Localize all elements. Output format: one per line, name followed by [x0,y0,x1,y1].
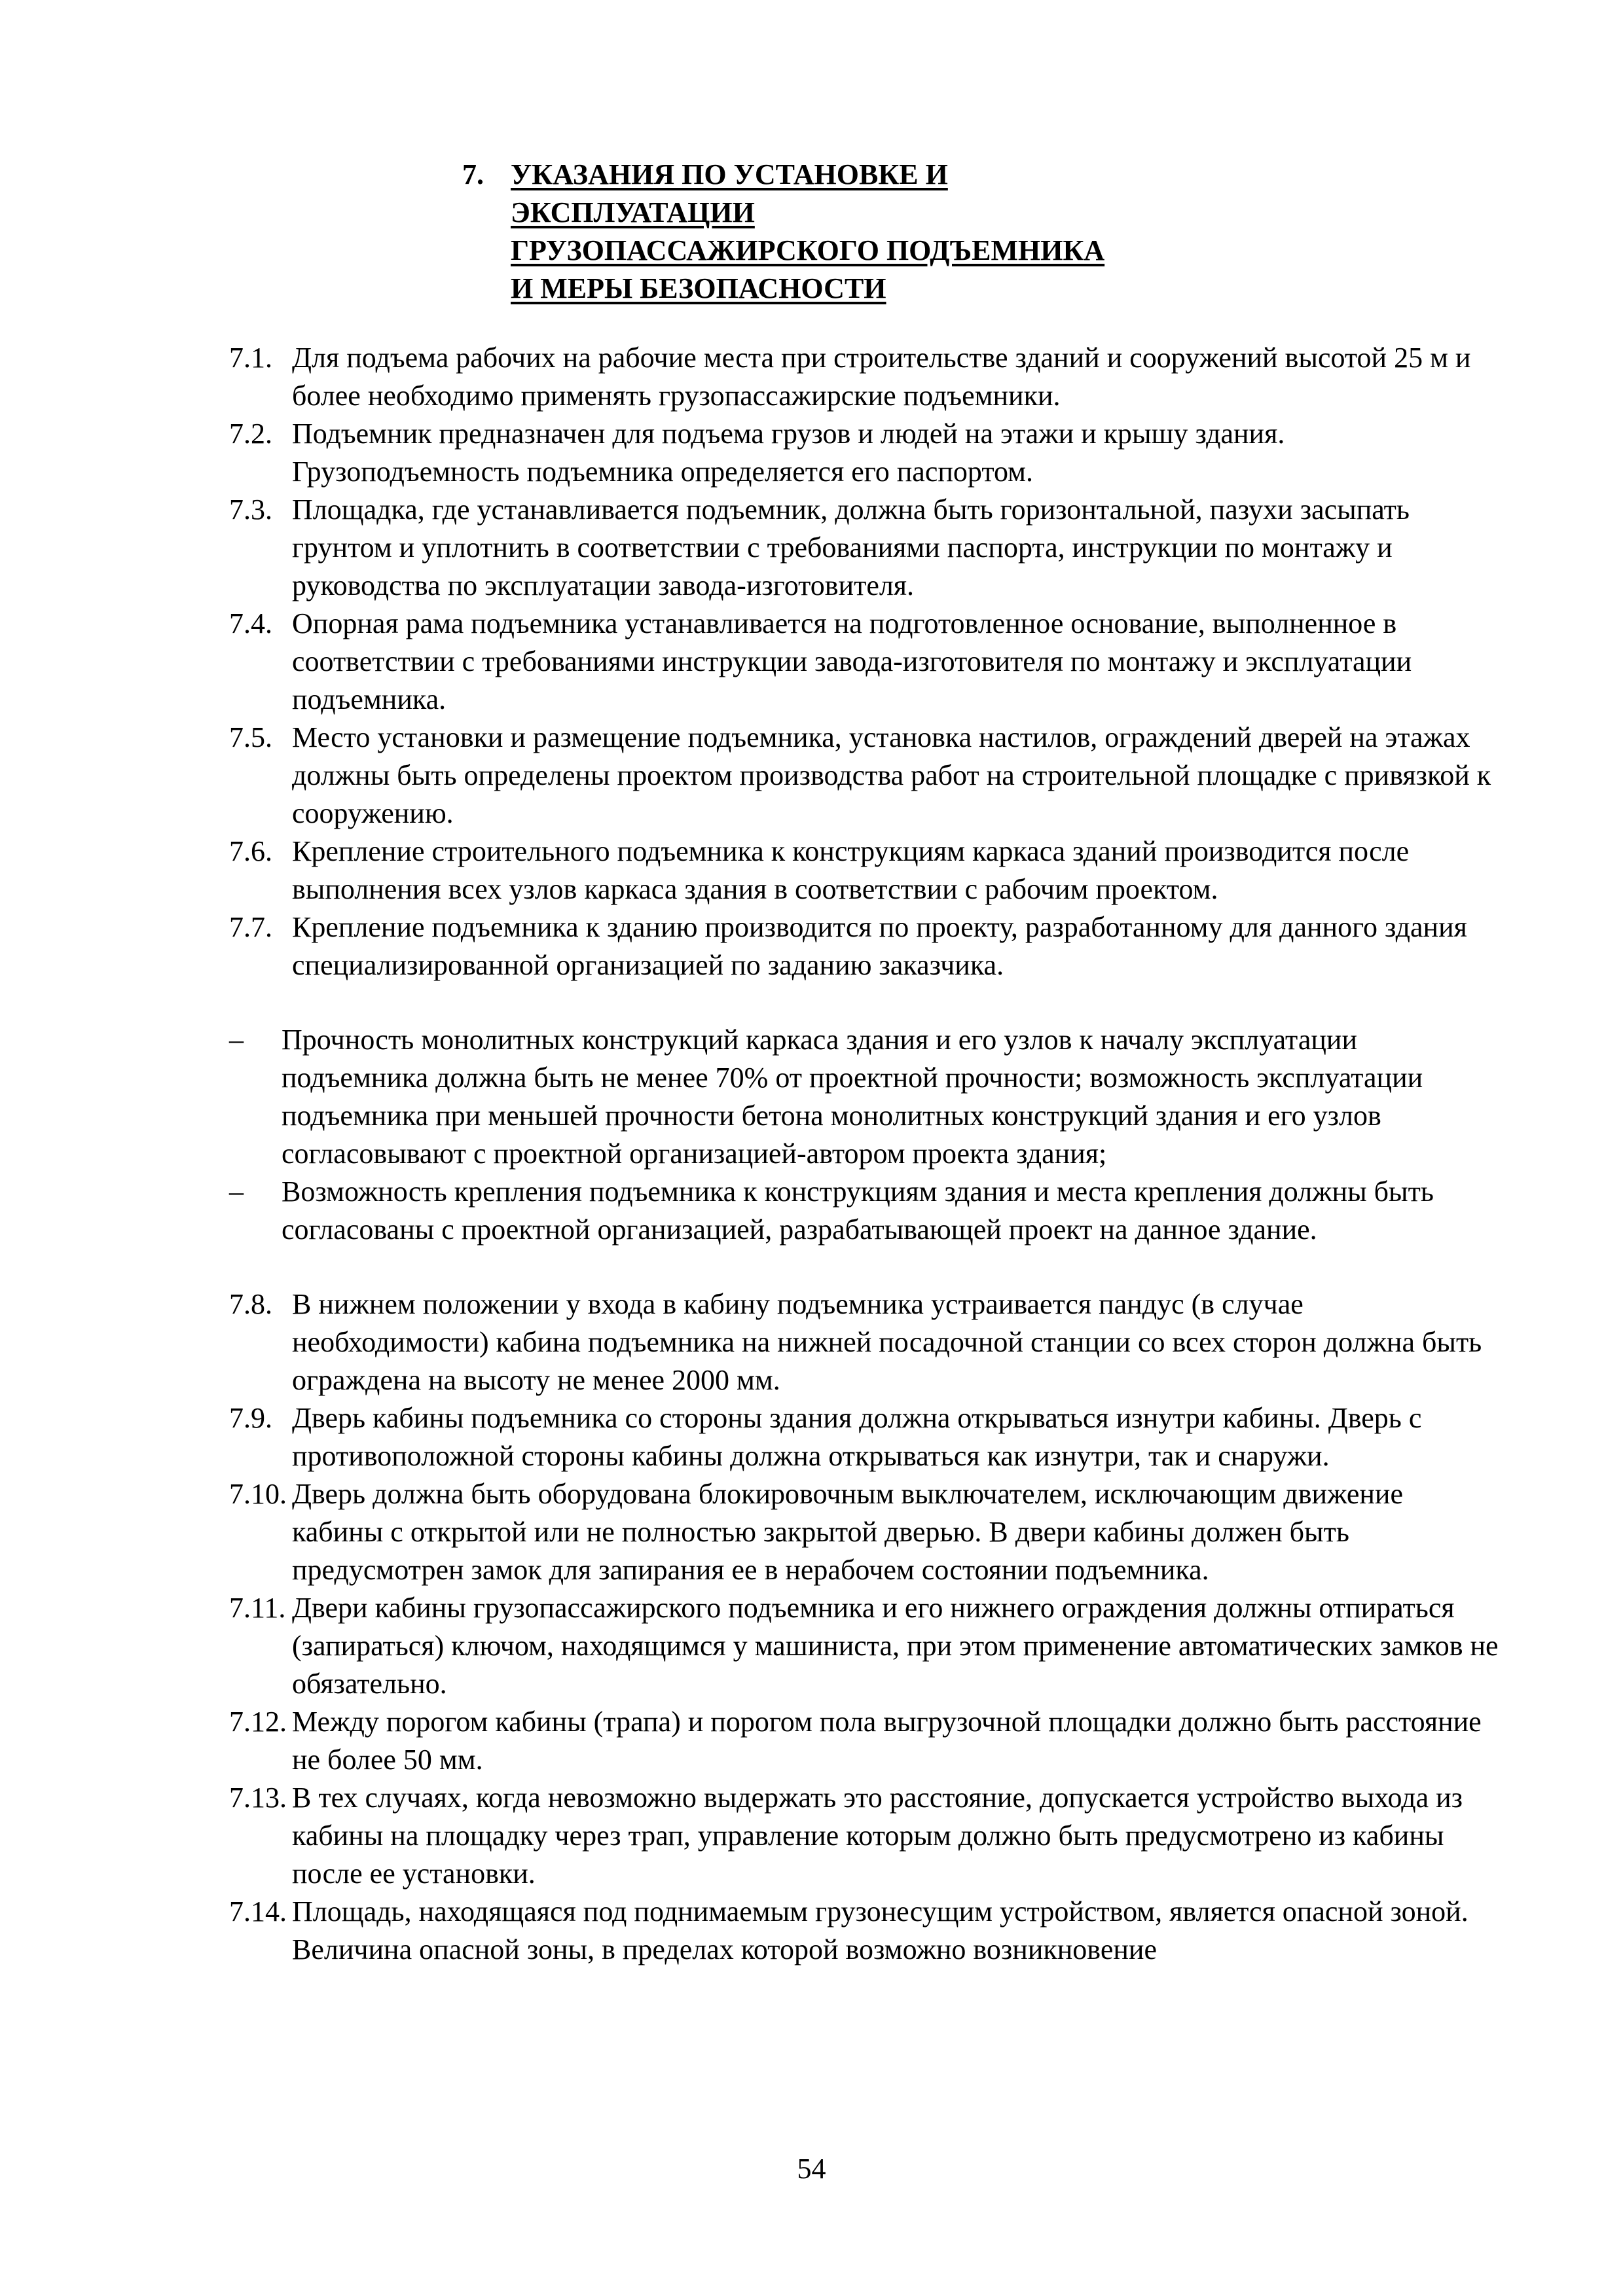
list-item [229,719,1499,833]
section-title-line: И МЕРЫ БЕЗОПАСНОСТИ [511,272,886,304]
numbered-list-a [229,339,1499,984]
item-number: 7.2. [229,418,272,450]
dash-marker: – [229,1024,244,1056]
dash-item [229,1173,1499,1249]
list-item [229,833,1499,908]
item-number: 7.4. [229,607,272,639]
section-title-line: 7. УКАЗАНИЯ ПО УСТАНОВКЕ И [462,156,1104,194]
dash-item [229,1021,1499,1173]
list-item [229,908,1499,984]
numbered-list-b [229,1285,1499,1969]
list-item [229,1779,1499,1893]
item-text: Площадка, где устанавливается подъемник, должна быть горизонтальной, пазухи засыпать грунтом и уплотнить в соответствии с требованиями паспорта, инструкции по монтажу и руководства по эксплуатации завода-изготовителя. [292,493,1410,601]
item-number: 7.8. [229,1288,272,1320]
document-body [229,339,1499,1969]
item-number: 7.6. [229,835,272,867]
item-text: Площадь, находящаяся под поднимаемым грузонесущим устройством, является опасной зоной. Величина опасной зоны, в пределах которой возможно возникновение [292,1895,1468,1965]
item-number: 7.14. [229,1895,287,1928]
list-item [229,605,1499,719]
item-text: Между порогом кабины (трапа) и порогом пола выгрузочной площадки должно быть расстояние не более 50 мм. [292,1706,1482,1776]
list-item [229,1893,1499,1969]
item-text: Прочность монолитных конструкций каркаса здания и его узлов к началу эксплуатации подъемника должна быть не менее 70% от проектной прочности; возможность эксплуатации подъемника при меньшей прочности бетона монолитных конструкций здания и его узлов согласовывают с проектной организацией-автором проекта здания; [282,1024,1423,1170]
dash-list [229,1021,1499,1249]
item-text: Опорная рама подъемника устанавливается на подготовленное основание, выполненное в соответствии с требованиями инструкции завода-изготовителя по монтажу и эксплуатации подъемника. [292,607,1412,715]
item-text: Возможность крепления подъемника к конструкциям здания и места крепления должны быть согласованы с проектной организацией, разрабатывающей проект на данное здание. [282,1175,1434,1246]
section-title [462,156,1104,308]
dash-marker: – [229,1175,244,1208]
section-title-line: ГРУЗОПАССАЖИРСКОГО ПОДЪЕМНИКА [511,234,1105,266]
list-item [229,1589,1499,1703]
list-item [229,415,1499,491]
item-number: 7.7. [229,911,272,943]
list-item [229,491,1499,605]
list-item [229,1399,1499,1475]
item-number: 7.3. [229,493,272,526]
item-number: 7.10. [229,1478,287,1510]
list-item [229,1703,1499,1779]
list-item [229,1285,1499,1399]
list-item [229,1475,1499,1589]
item-text: Место установки и размещение подъемника, установка настилов, ограждений дверей на этажах должны быть определены проектом производства работ на строительной площадке с привязкой к сооружению. [292,721,1491,829]
item-text: В тех случаях, когда невозможно выдержать это расстояние, допускается устройство выхода из кабины на площадку через трап, управление которым должно быть предусмотрено из кабины после ее установки. [292,1782,1463,1890]
item-text: Крепление подъемника к зданию производится по проекту, разработанному для данного здания специализированной организацией по заданию заказчика. [292,911,1467,981]
item-text: Двери кабины грузопассажирского подъемника и его нижнего ограждения должны отпираться (запираться) ключом, находящимся у машиниста, при этом применение автоматических замков не обязательно. [292,1592,1499,1700]
section-number: 7. [462,158,484,190]
item-text: Крепление строительного подъемника к конструкциям каркаса зданий производится после выполнения всех узлов каркаса здания в соответствии с рабочим проектом. [292,835,1410,905]
item-number: 7.11. [229,1592,286,1624]
item-text: В нижнем положении у входа в кабину подъемника устраивается пандус (в случае необходимости) кабина подъемника на нижней посадочной станции со всех сторон должна быть ограждена на высоту не менее 2000 мм. [292,1288,1482,1396]
item-number: 7.9. [229,1402,272,1434]
page-number: 54 [797,2153,826,2185]
item-text: Дверь должна быть оборудована блокировочным выключателем, исключающим движение кабины с открытой или не полностью закрытой дверью. В двери кабины должен быть предусмотрен замок для запирания ее в нерабочем состоянии подъемника. [292,1478,1403,1586]
section-title-line: ЭКСПЛУАТАЦИИ [511,196,755,228]
list-item [229,339,1499,415]
item-number: 7.13. [229,1782,287,1814]
item-text: Подъемник предназначен для подъема грузов и людей на этажи и крышу здания. Грузоподъемность подъемника определяется его паспортом. [292,418,1285,488]
item-number: 7.12. [229,1706,287,1738]
item-number: 7.1. [229,342,272,374]
item-text: Для подъема рабочих на рабочие места при строительстве зданий и сооружений высотой 25 м и более необходимо применять грузопассажирские подъемники. [292,342,1471,412]
item-number: 7.5. [229,721,272,753]
item-text: Дверь кабины подъемника со стороны здания должна открываться изнутри кабины. Дверь с противоположной стороны кабины должна открываться как изнутри, так и снаружи. [292,1402,1422,1472]
